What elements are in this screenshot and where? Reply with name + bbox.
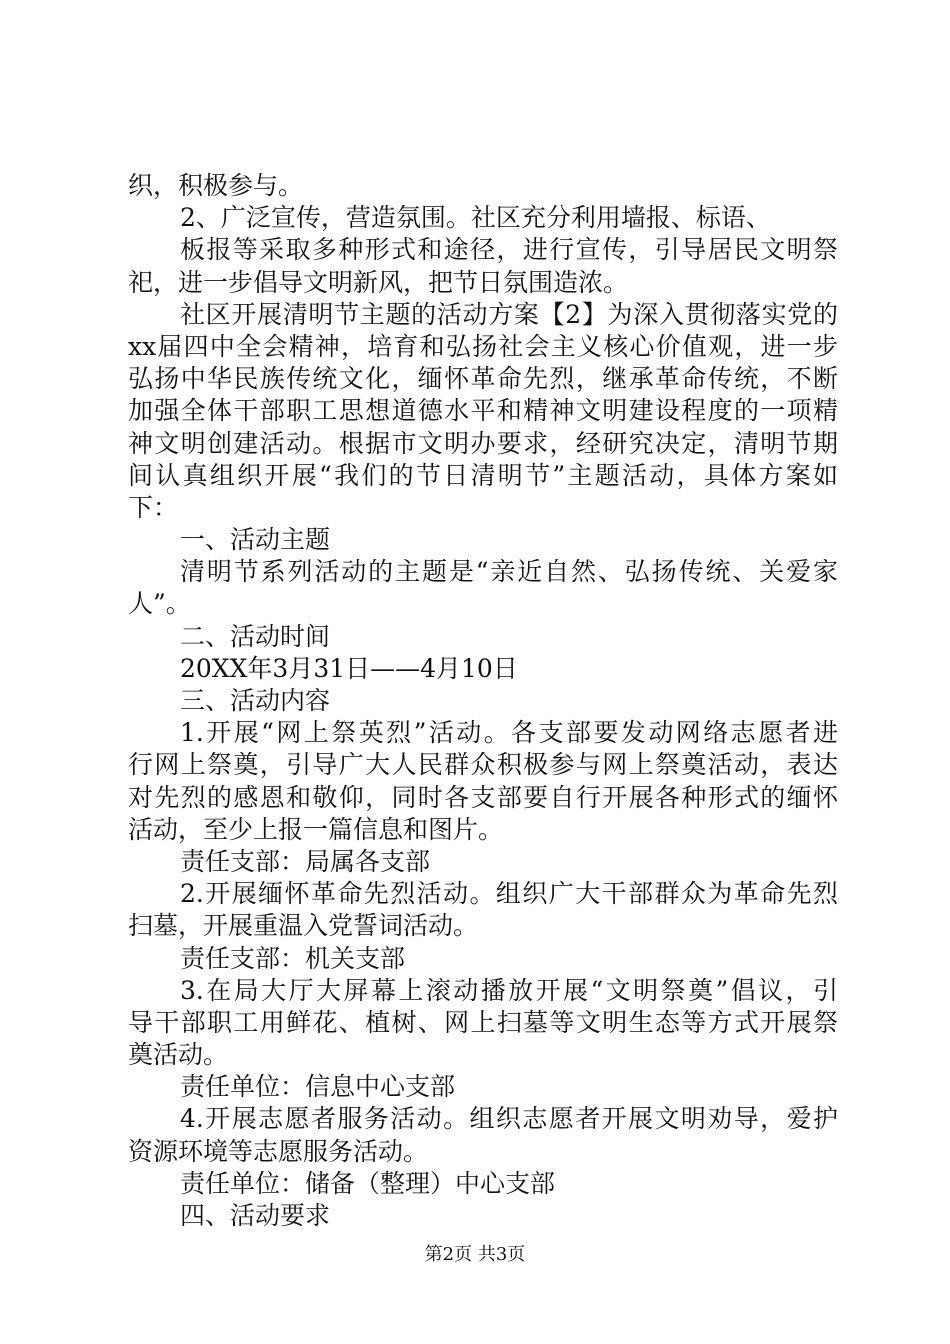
text-line: 4.开展志愿者服务活动。组织志愿者开展文明劝导，爱护 <box>180 1104 838 1134</box>
text-line: 奠活动。 <box>128 1040 229 1070</box>
text-line: 1.开展“网上祭英烈”活动。各支部要发动网络志愿者进 <box>180 718 838 748</box>
text-line: 下： <box>128 492 179 522</box>
text-line: 20XX年3月31日——4月10日 <box>180 653 518 683</box>
text-line: 责任单位：储备（整理）中心支部 <box>180 1168 556 1198</box>
text-line: 资源环境等志愿服务活动。 <box>128 1136 429 1166</box>
text-line: 人”。 <box>128 589 191 619</box>
text-line: 3.在局大厅大屏幕上滚动播放开展“文明祭奠”倡议，引 <box>180 975 838 1005</box>
text-line: 一、活动主题 <box>180 525 331 555</box>
text-line: 责任支部：机关支部 <box>180 943 406 973</box>
text-line: 祀，进一步倡导文明新风，把节日氛围造浓。 <box>128 267 629 297</box>
text-line: 四、活动要求 <box>180 1201 331 1230</box>
text-line: 织，积极参与。 <box>128 171 304 200</box>
page-footer: 第2页 共3页 <box>424 1244 526 1265</box>
text-line: 板报等采取多种形式和途径，进行宣传，引导居民文明祭 <box>180 235 838 265</box>
text-line: 清明节系列活动的主题是“亲近自然、弘扬传统、关爱家 <box>180 557 838 587</box>
text-line: 二、活动时间 <box>180 621 331 651</box>
text-line: 2.开展缅怀革命先烈活动。组织广大干部群众为革命先烈 <box>180 879 838 909</box>
text-line: 间认真组织开展“我们的节日清明节”主题活动，具体方案如 <box>128 460 838 490</box>
text-line: 对先烈的感恩和敬仰，同时各支部要自行开展各种形式的缅怀 <box>128 782 838 812</box>
text-line: 加强全体干部职工思想道德水平和精神文明建设程度的一项精 <box>128 396 838 426</box>
text-line: 行网上祭奠，引导广大人民群众积极参与网上祭奠活动，表达 <box>128 750 838 780</box>
text-line: 导干部职工用鲜花、植树、网上扫墓等文明生态等方式开展祭 <box>128 1007 838 1037</box>
text-line: 扫墓，开展重温入党誓词活动。 <box>128 911 479 941</box>
text-line: 弘扬中华民族传统文化，缅怀革命先烈，继承革命传统，不断 <box>128 364 838 394</box>
text-line: 2、广泛宣传，营造氛围。社区充分利用墙报、标语、 <box>180 203 771 233</box>
text-line: 三、活动内容 <box>180 686 331 715</box>
text-line: 责任支部：局属各支部 <box>180 846 431 876</box>
text-line: 责任单位：信息中心支部 <box>180 1072 456 1102</box>
text-line: 神文明创建活动。根据市文明办要求，经研究决定，清明节期 <box>128 428 838 458</box>
text-line: xx届四中全会精神，培育和弘扬社会主义核心价值观，进一步 <box>128 331 838 361</box>
text-line: 活动，至少上报一篇信息和图片。 <box>128 814 504 844</box>
document-body <box>128 170 838 1232</box>
text-line: 社区开展清明节主题的活动方案【2】为深入贯彻落实党的 <box>180 299 838 329</box>
